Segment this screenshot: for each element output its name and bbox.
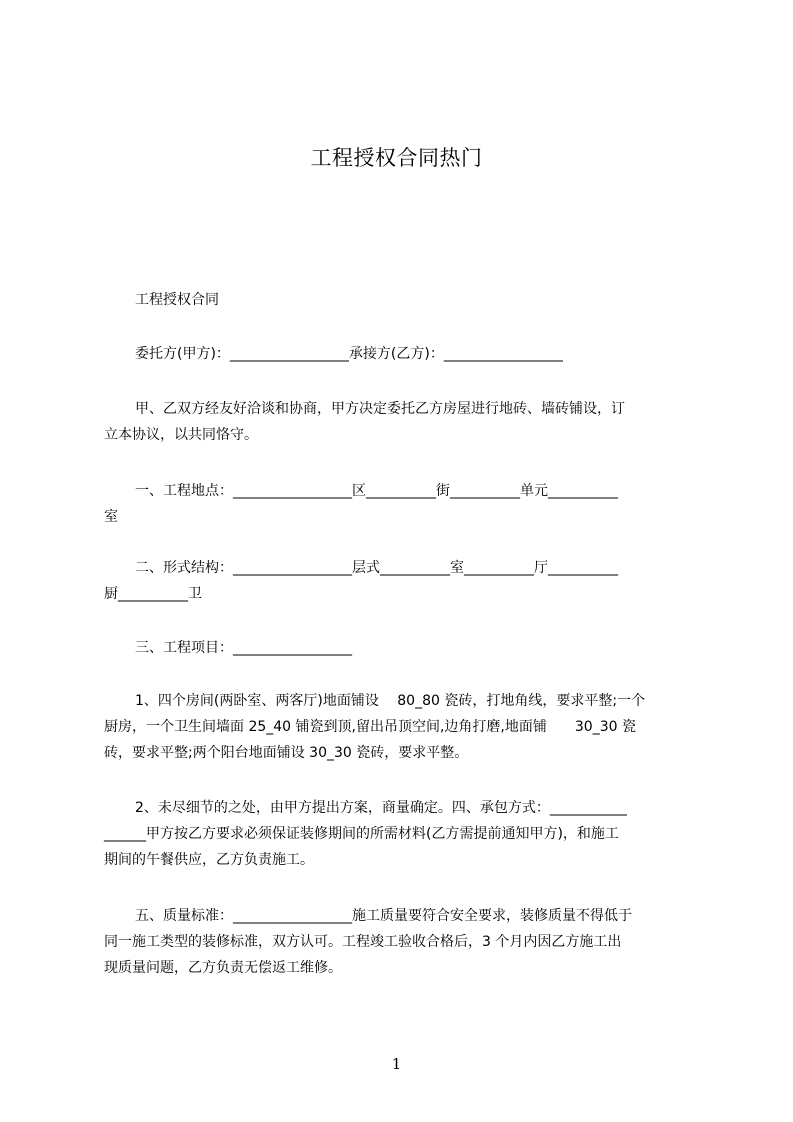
paragraph-preamble bbox=[104, 396, 702, 448]
paragraph-location bbox=[104, 478, 702, 530]
paragraph-item-2 bbox=[104, 795, 702, 873]
paragraph-line: 立本协议，以共同恪守。 bbox=[104, 427, 258, 443]
paragraph-line: 厨__________卫 bbox=[104, 586, 202, 602]
paragraph-line: 甲、乙双方经友好洽谈和协商，甲方决定委托乙方房屋进行地砖、墙砖铺设，订 bbox=[135, 401, 625, 417]
paragraph-line: ______甲方按乙方要求必须保证装修期间的所需材料(乙方需提前通知甲方)，和施工 bbox=[104, 826, 619, 842]
paragraph-line: 2、未尽细节的之处，由甲方提出方案，商量确定。四、承包方式：___________ bbox=[135, 800, 627, 816]
document-title: 工程授权合同热门 bbox=[310, 146, 483, 170]
paragraph-line: 厨房，一个卫生间墙面 25_40 铺瓷到顶,留出吊顶空间,边角打磨,地面铺 30_30 瓷 bbox=[104, 719, 636, 735]
page-number: 1 bbox=[391, 1055, 402, 1073]
paragraph-line: 期间的午餐供应，乙方负责施工。 bbox=[104, 852, 314, 868]
paragraph-project bbox=[104, 635, 702, 661]
paragraph-line: 委托方(甲方)：_________________承接方(乙方)：_________________ bbox=[135, 346, 563, 362]
paragraph-line: 现质量问题，乙方负责无偿返工维修。 bbox=[104, 960, 342, 976]
paragraph-line: 室 bbox=[104, 509, 118, 525]
paragraph-line: 砖，要求平整;两个阳台地面铺设 30_30 瓷砖，要求平整。 bbox=[104, 745, 469, 761]
paragraph-line: 三、工程项目：_________________ bbox=[135, 640, 352, 656]
paragraph-item-1 bbox=[104, 688, 702, 766]
paragraph-line: 二、形式结构：_________________层式__________室__________厅__________ bbox=[135, 560, 618, 576]
paragraph-structure bbox=[104, 555, 702, 607]
paragraph-contract-name bbox=[104, 287, 702, 313]
paragraph-quality bbox=[104, 903, 702, 981]
paragraph-line: 一、工程地点：_________________区__________街__________单元__________ bbox=[135, 483, 618, 499]
paragraph-line: 工程授权合同 bbox=[135, 292, 219, 308]
paragraph-parties bbox=[104, 341, 702, 367]
paragraph-line: 1、四个房间(两卧室、两客厅)地面铺设 80_80 瓷砖，打地角线，要求平整;一个 bbox=[135, 693, 646, 709]
paragraph-line: 五、质量标准：_________________施工质量要符合安全要求，装修质量不得低于 bbox=[135, 908, 632, 924]
paragraph-line: 同一施工类型的装修标准，双方认可。工程竣工验收合格后，3 个月内因乙方施工出 bbox=[104, 934, 622, 950]
